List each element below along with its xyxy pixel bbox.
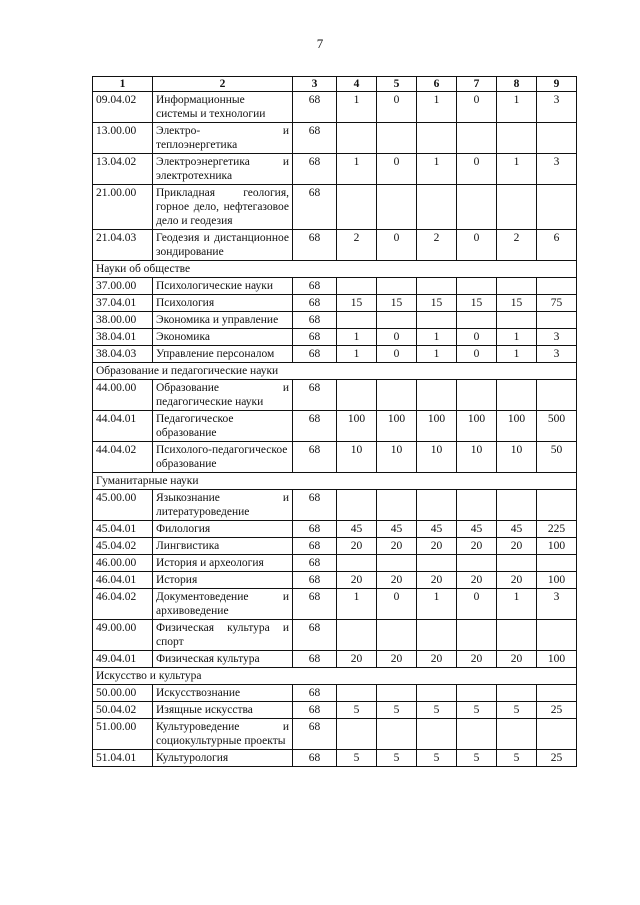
name-cell: Изящные искусства	[153, 702, 293, 719]
value-cell: 100	[497, 411, 537, 442]
code-cell: 46.04.02	[93, 589, 153, 620]
value-cell	[457, 123, 497, 154]
value-cell: 68	[293, 295, 337, 312]
section-label: Образование и педагогические науки	[93, 363, 577, 380]
value-cell: 5	[497, 750, 537, 767]
value-cell: 45	[377, 521, 417, 538]
name-cell: Физическая культура	[153, 651, 293, 668]
code-cell: 09.04.02	[93, 92, 153, 123]
value-cell: 2	[497, 230, 537, 261]
value-cell: 5	[457, 702, 497, 719]
code-cell: 21.00.00	[93, 185, 153, 230]
value-cell: 50	[537, 442, 577, 473]
value-cell: 20	[377, 572, 417, 589]
column-header: 1	[93, 77, 153, 92]
value-cell: 15	[417, 295, 457, 312]
value-cell: 68	[293, 521, 337, 538]
value-cell	[417, 312, 457, 329]
code-cell: 49.04.01	[93, 651, 153, 668]
table-row	[93, 442, 577, 473]
name-cell: Экономика	[153, 329, 293, 346]
table-row	[93, 230, 577, 261]
value-cell: 6	[537, 230, 577, 261]
value-cell: 68	[293, 555, 337, 572]
value-cell: 15	[337, 295, 377, 312]
section-row	[93, 473, 577, 490]
code-cell: 38.04.01	[93, 329, 153, 346]
name-cell: Электроэнергетика и электротехника	[153, 154, 293, 185]
value-cell: 0	[457, 346, 497, 363]
name-cell: Геодезия и дистанционное зондирование	[153, 230, 293, 261]
table-row	[93, 312, 577, 329]
data-table	[92, 76, 577, 767]
value-cell: 20	[417, 538, 457, 555]
value-cell: 20	[457, 538, 497, 555]
code-cell: 50.00.00	[93, 685, 153, 702]
value-cell	[497, 685, 537, 702]
value-cell	[417, 719, 457, 750]
name-cell: Психологические науки	[153, 278, 293, 295]
value-cell	[377, 555, 417, 572]
table-row	[93, 538, 577, 555]
value-cell: 45	[417, 521, 457, 538]
column-header: 3	[293, 77, 337, 92]
value-cell	[457, 685, 497, 702]
value-cell: 68	[293, 230, 337, 261]
value-cell: 20	[337, 572, 377, 589]
value-cell: 75	[537, 295, 577, 312]
code-cell: 38.04.03	[93, 346, 153, 363]
value-cell: 5	[377, 702, 417, 719]
name-cell: Языкознание и литературоведение	[153, 490, 293, 521]
value-cell: 68	[293, 620, 337, 651]
value-cell	[417, 185, 457, 230]
value-cell: 0	[377, 92, 417, 123]
name-cell: Культуроведение и социокультурные проекты	[153, 719, 293, 750]
value-cell: 68	[293, 702, 337, 719]
code-cell: 13.04.02	[93, 154, 153, 185]
table-row	[93, 411, 577, 442]
value-cell: 500	[537, 411, 577, 442]
value-cell	[457, 312, 497, 329]
table-row	[93, 490, 577, 521]
section-row	[93, 261, 577, 278]
value-cell	[417, 555, 457, 572]
code-cell: 51.00.00	[93, 719, 153, 750]
value-cell: 5	[337, 702, 377, 719]
value-cell: 5	[417, 750, 457, 767]
code-cell: 21.04.03	[93, 230, 153, 261]
value-cell: 15	[377, 295, 417, 312]
name-cell: Электро- и теплоэнергетика	[153, 123, 293, 154]
code-cell: 46.04.01	[93, 572, 153, 589]
value-cell: 1	[417, 154, 457, 185]
value-cell: 68	[293, 185, 337, 230]
value-cell: 10	[337, 442, 377, 473]
value-cell: 1	[337, 92, 377, 123]
table-row	[93, 521, 577, 538]
value-cell: 20	[497, 651, 537, 668]
value-cell: 225	[537, 521, 577, 538]
value-cell	[537, 685, 577, 702]
value-cell: 20	[457, 651, 497, 668]
code-cell: 44.00.00	[93, 380, 153, 411]
table-row	[93, 589, 577, 620]
value-cell: 0	[457, 230, 497, 261]
value-cell: 10	[417, 442, 457, 473]
value-cell: 45	[497, 521, 537, 538]
value-cell	[537, 185, 577, 230]
value-cell: 5	[337, 750, 377, 767]
code-cell: 50.04.02	[93, 702, 153, 719]
value-cell	[537, 620, 577, 651]
name-cell: Психология	[153, 295, 293, 312]
value-cell	[337, 490, 377, 521]
code-cell: 37.00.00	[93, 278, 153, 295]
table-row	[93, 295, 577, 312]
value-cell	[457, 278, 497, 295]
value-cell: 25	[537, 702, 577, 719]
code-cell: 44.04.01	[93, 411, 153, 442]
table-row	[93, 651, 577, 668]
name-cell: Психолого-педагогическое образование	[153, 442, 293, 473]
value-cell: 68	[293, 346, 337, 363]
value-cell	[377, 719, 417, 750]
value-cell	[497, 312, 537, 329]
value-cell	[497, 490, 537, 521]
value-cell	[497, 278, 537, 295]
name-cell: Прикладная геология, горное дело, нефтегазовое дело и геодезия	[153, 185, 293, 230]
value-cell	[377, 685, 417, 702]
value-cell	[417, 620, 457, 651]
code-cell: 44.04.02	[93, 442, 153, 473]
value-cell: 1	[337, 346, 377, 363]
section-label: Искусство и культура	[93, 668, 577, 685]
code-cell: 13.00.00	[93, 123, 153, 154]
value-cell: 1	[497, 346, 537, 363]
value-cell: 68	[293, 411, 337, 442]
code-cell: 38.00.00	[93, 312, 153, 329]
value-cell	[497, 620, 537, 651]
section-label: Науки об обществе	[93, 261, 577, 278]
value-cell: 0	[377, 589, 417, 620]
table-row	[93, 329, 577, 346]
column-header: 5	[377, 77, 417, 92]
table-row	[93, 92, 577, 123]
value-cell	[417, 380, 457, 411]
value-cell: 0	[377, 154, 417, 185]
value-cell	[337, 685, 377, 702]
value-cell: 3	[537, 154, 577, 185]
value-cell	[457, 555, 497, 572]
value-cell: 68	[293, 154, 337, 185]
value-cell: 10	[377, 442, 417, 473]
value-cell	[377, 312, 417, 329]
value-cell	[497, 380, 537, 411]
table-row	[93, 555, 577, 572]
name-cell: Управление персоналом	[153, 346, 293, 363]
value-cell: 3	[537, 346, 577, 363]
value-cell: 68	[293, 123, 337, 154]
value-cell: 100	[457, 411, 497, 442]
name-cell: Документоведение и архивоведение	[153, 589, 293, 620]
code-cell: 45.04.01	[93, 521, 153, 538]
value-cell	[417, 123, 457, 154]
value-cell	[337, 185, 377, 230]
column-header: 8	[497, 77, 537, 92]
value-cell: 20	[457, 572, 497, 589]
value-cell: 68	[293, 538, 337, 555]
value-cell	[377, 278, 417, 295]
value-cell: 15	[457, 295, 497, 312]
value-cell	[537, 123, 577, 154]
value-cell	[377, 185, 417, 230]
value-cell: 20	[377, 538, 417, 555]
value-cell: 1	[337, 154, 377, 185]
value-cell: 45	[457, 521, 497, 538]
value-cell	[377, 123, 417, 154]
value-cell: 20	[337, 651, 377, 668]
value-cell: 1	[417, 329, 457, 346]
value-cell	[417, 278, 457, 295]
value-cell: 68	[293, 589, 337, 620]
value-cell: 25	[537, 750, 577, 767]
value-cell: 20	[497, 538, 537, 555]
name-cell: Филология	[153, 521, 293, 538]
value-cell: 0	[457, 154, 497, 185]
value-cell: 0	[377, 230, 417, 261]
value-cell	[457, 719, 497, 750]
section-label: Гуманитарные науки	[93, 473, 577, 490]
value-cell: 68	[293, 92, 337, 123]
value-cell: 45	[337, 521, 377, 538]
value-cell	[417, 490, 457, 521]
value-cell	[417, 685, 457, 702]
value-cell: 1	[497, 92, 537, 123]
table-row	[93, 185, 577, 230]
name-cell: История и археология	[153, 555, 293, 572]
code-cell: 46.00.00	[93, 555, 153, 572]
value-cell: 10	[457, 442, 497, 473]
value-cell: 20	[337, 538, 377, 555]
value-cell: 68	[293, 685, 337, 702]
code-cell: 51.04.01	[93, 750, 153, 767]
value-cell: 15	[497, 295, 537, 312]
value-cell	[377, 490, 417, 521]
value-cell	[537, 719, 577, 750]
table-row	[93, 719, 577, 750]
value-cell: 100	[417, 411, 457, 442]
value-cell	[337, 312, 377, 329]
page-number: 7	[316, 36, 324, 51]
value-cell	[337, 380, 377, 411]
value-cell: 68	[293, 442, 337, 473]
table-row	[93, 154, 577, 185]
value-cell: 5	[377, 750, 417, 767]
value-cell: 68	[293, 572, 337, 589]
code-cell: 37.04.01	[93, 295, 153, 312]
table-row	[93, 278, 577, 295]
name-cell: История	[153, 572, 293, 589]
value-cell: 0	[457, 589, 497, 620]
value-cell: 1	[417, 589, 457, 620]
value-cell: 100	[337, 411, 377, 442]
value-cell: 20	[377, 651, 417, 668]
code-cell: 45.04.02	[93, 538, 153, 555]
value-cell: 3	[537, 589, 577, 620]
column-header: 2	[153, 77, 293, 92]
column-header: 4	[337, 77, 377, 92]
table-row	[93, 123, 577, 154]
name-cell: Культурология	[153, 750, 293, 767]
column-header: 9	[537, 77, 577, 92]
value-cell: 20	[417, 572, 457, 589]
value-cell: 0	[377, 329, 417, 346]
value-cell: 68	[293, 719, 337, 750]
table-row	[93, 702, 577, 719]
table-row	[93, 620, 577, 651]
value-cell: 68	[293, 490, 337, 521]
table-row	[93, 380, 577, 411]
name-cell: Экономика и управление	[153, 312, 293, 329]
value-cell	[337, 620, 377, 651]
value-cell	[337, 555, 377, 572]
value-cell	[537, 490, 577, 521]
value-cell: 1	[337, 589, 377, 620]
value-cell: 68	[293, 651, 337, 668]
value-cell: 100	[537, 538, 577, 555]
value-cell: 5	[457, 750, 497, 767]
table-row	[93, 685, 577, 702]
value-cell: 100	[537, 651, 577, 668]
value-cell	[337, 278, 377, 295]
value-cell: 20	[497, 572, 537, 589]
value-cell: 1	[497, 589, 537, 620]
value-cell: 20	[417, 651, 457, 668]
value-cell: 10	[497, 442, 537, 473]
code-cell: 49.00.00	[93, 620, 153, 651]
value-cell	[497, 555, 537, 572]
value-cell	[457, 490, 497, 521]
value-cell: 100	[377, 411, 417, 442]
name-cell: Физическая культура и спорт	[153, 620, 293, 651]
value-cell: 1	[497, 329, 537, 346]
table-row	[93, 346, 577, 363]
value-cell	[497, 123, 537, 154]
value-cell: 5	[497, 702, 537, 719]
name-cell: Образование и педагогические науки	[153, 380, 293, 411]
value-cell	[337, 719, 377, 750]
value-cell	[457, 620, 497, 651]
value-cell	[537, 312, 577, 329]
table-row	[93, 750, 577, 767]
value-cell	[497, 719, 537, 750]
table-row	[93, 572, 577, 589]
name-cell: Искусствознание	[153, 685, 293, 702]
header-row	[93, 77, 577, 92]
value-cell	[377, 620, 417, 651]
value-cell: 100	[537, 572, 577, 589]
value-cell: 5	[417, 702, 457, 719]
value-cell	[497, 185, 537, 230]
code-cell: 45.00.00	[93, 490, 153, 521]
value-cell	[457, 380, 497, 411]
section-row	[93, 668, 577, 685]
value-cell	[537, 555, 577, 572]
name-cell: Педагогическое образование	[153, 411, 293, 442]
value-cell	[457, 185, 497, 230]
value-cell	[337, 123, 377, 154]
value-cell: 68	[293, 380, 337, 411]
name-cell: Лингвистика	[153, 538, 293, 555]
column-header: 7	[457, 77, 497, 92]
value-cell	[537, 380, 577, 411]
value-cell: 3	[537, 92, 577, 123]
value-cell: 3	[537, 329, 577, 346]
value-cell: 0	[457, 92, 497, 123]
value-cell	[377, 380, 417, 411]
name-cell: Информационные системы и технологии	[153, 92, 293, 123]
value-cell: 1	[417, 92, 457, 123]
value-cell	[537, 278, 577, 295]
value-cell: 1	[417, 346, 457, 363]
value-cell: 68	[293, 750, 337, 767]
section-row	[93, 363, 577, 380]
value-cell: 2	[417, 230, 457, 261]
value-cell: 68	[293, 278, 337, 295]
value-cell: 0	[457, 329, 497, 346]
value-cell: 0	[377, 346, 417, 363]
value-cell: 1	[497, 154, 537, 185]
value-cell: 68	[293, 312, 337, 329]
value-cell: 2	[337, 230, 377, 261]
column-header: 6	[417, 77, 457, 92]
value-cell: 1	[337, 329, 377, 346]
value-cell: 68	[293, 329, 337, 346]
